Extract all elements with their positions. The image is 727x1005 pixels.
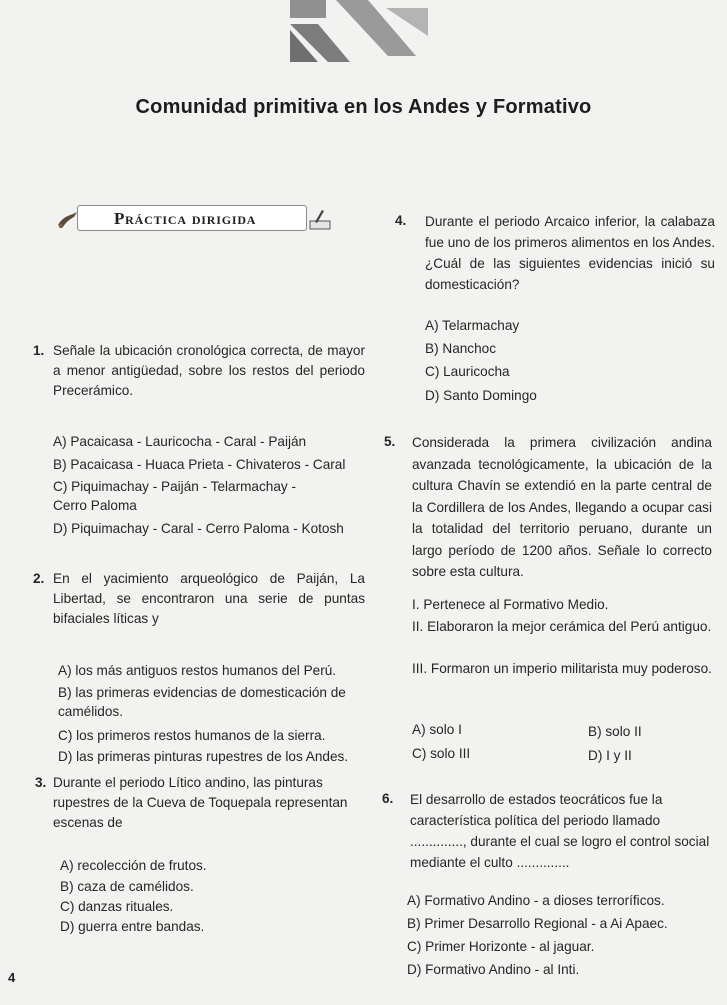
q1-option-d: D) Piquimachay - Caral - Cerro Paloma - Kotosh	[53, 521, 344, 536]
q1-option-b: B) Pacaicasa - Huaca Prieta - Chivateros - Caral	[53, 457, 346, 472]
q1-option-c: C) Piquimachay - Paiján - Telarmachay - Cerro Paloma	[53, 479, 297, 513]
question-2	[33, 569, 365, 629]
q2-option-c: C) los primeros restos humanos de la sierra.	[58, 728, 326, 743]
q3-option-c: C) danzas rituales.	[60, 899, 174, 914]
question-text: Durante el periodo Arcaico inferior, la calabaza fue uno de los primeros alimentos en los Andes. ¿Cuál de las siguientes evidencias inició su domesticación?	[425, 214, 715, 292]
q6-option-d: D) Formativo Andino - al Inti.	[407, 962, 580, 977]
question-text	[410, 789, 712, 873]
question-number: 2.	[33, 571, 45, 586]
question-text-part2: , durante el cual se logro el control social mediante el culto	[410, 834, 710, 870]
publisher-logo	[288, 0, 438, 80]
q2-option-a: A) los más antiguos restos humanos del Perú.	[58, 663, 337, 678]
page-number: 4	[8, 970, 16, 985]
question-number: 1.	[33, 343, 45, 358]
pencil-paper-icon	[307, 207, 333, 231]
q6-option-b: B) Primer Desarrollo Regional - a Ai Apaec.	[407, 916, 668, 931]
question-text: Considerada la primera civilización andina avanzada tecnológicamente, la ubicación de la cultura Chavín se extendió en la parte central de la Cordillera de los Andes, llegando a ocupar casi la totalidad del territorio peruano, durante un largo período de 1200 años. Señale lo correcto sobre esta cultura.	[412, 435, 712, 579]
q5-option-c: C) solo III	[412, 746, 471, 761]
q3-option-a: A) recolección de frutos.	[60, 858, 207, 873]
section-badge	[55, 205, 333, 233]
q5-statement-2: II. Elaboraron la mejor cerámica del Perú antiguo.	[412, 619, 712, 634]
question-4	[395, 211, 715, 295]
question-3	[35, 773, 353, 833]
question-text: Señale la ubicación cronológica correcta, de mayor a menor antigüedad, sobre los restos del periodo Precerámico.	[53, 343, 365, 398]
q4-option-b: B) Nanchoc	[425, 341, 497, 356]
question-number: 6.	[382, 791, 394, 806]
q5-option-d: D) I y II	[588, 748, 632, 763]
q5-option-a: A) solo I	[412, 722, 462, 737]
answer-blank-2: ..............	[516, 855, 570, 870]
question-text-part1: El desarrollo de estados teocráticos fue la característica política del periodo llamado	[410, 792, 663, 828]
question-5	[384, 432, 712, 583]
question-text: Durante el periodo Lítico andino, las pinturas rupestres de la Cueva de Toquepala representan escenas de	[53, 775, 348, 830]
q6-option-c: C) Primer Horizonte - al jaguar.	[407, 939, 595, 954]
q2-option-d: D) las primeras pinturas rupestres de los Andes.	[58, 749, 349, 764]
question-1	[33, 341, 365, 401]
section-label: Práctica dirigida	[77, 205, 307, 231]
question-number: 3.	[35, 775, 47, 790]
q4-option-c: C) Lauricocha	[425, 364, 510, 379]
answer-blank-1: ..............	[410, 834, 463, 849]
question-number: 5.	[384, 434, 396, 449]
q5-statement-1: I. Pertenece al Formativo Medio.	[412, 597, 609, 612]
q4-option-a: A) Telarmachay	[425, 318, 520, 333]
q4-option-d: D) Santo Domingo	[425, 388, 537, 403]
page-title: Comunidad primitiva en los Andes y Formativo	[135, 96, 592, 118]
q2-option-b: B) las primeras evidencias de domesticación de camélidos.	[58, 685, 346, 719]
q5-statement-3: III. Formaron un imperio militarista muy poderoso.	[412, 661, 712, 676]
q5-option-b: B) solo II	[588, 724, 642, 739]
q3-option-b: B) caza de camélidos.	[60, 879, 194, 894]
question-6	[382, 789, 712, 873]
question-text: En el yacimiento arqueológico de Paiján, La Libertad, se encontraron una serie de puntas bifaciales líticas y	[53, 571, 365, 626]
q1-option-a: A) Pacaicasa - Lauricocha - Caral - Paiján	[53, 434, 307, 449]
question-number: 4.	[395, 213, 407, 228]
q3-option-d: D) guerra entre bandas.	[60, 919, 205, 934]
q6-option-a: A) Formativo Andino - a dioses terroríficos.	[407, 893, 665, 908]
